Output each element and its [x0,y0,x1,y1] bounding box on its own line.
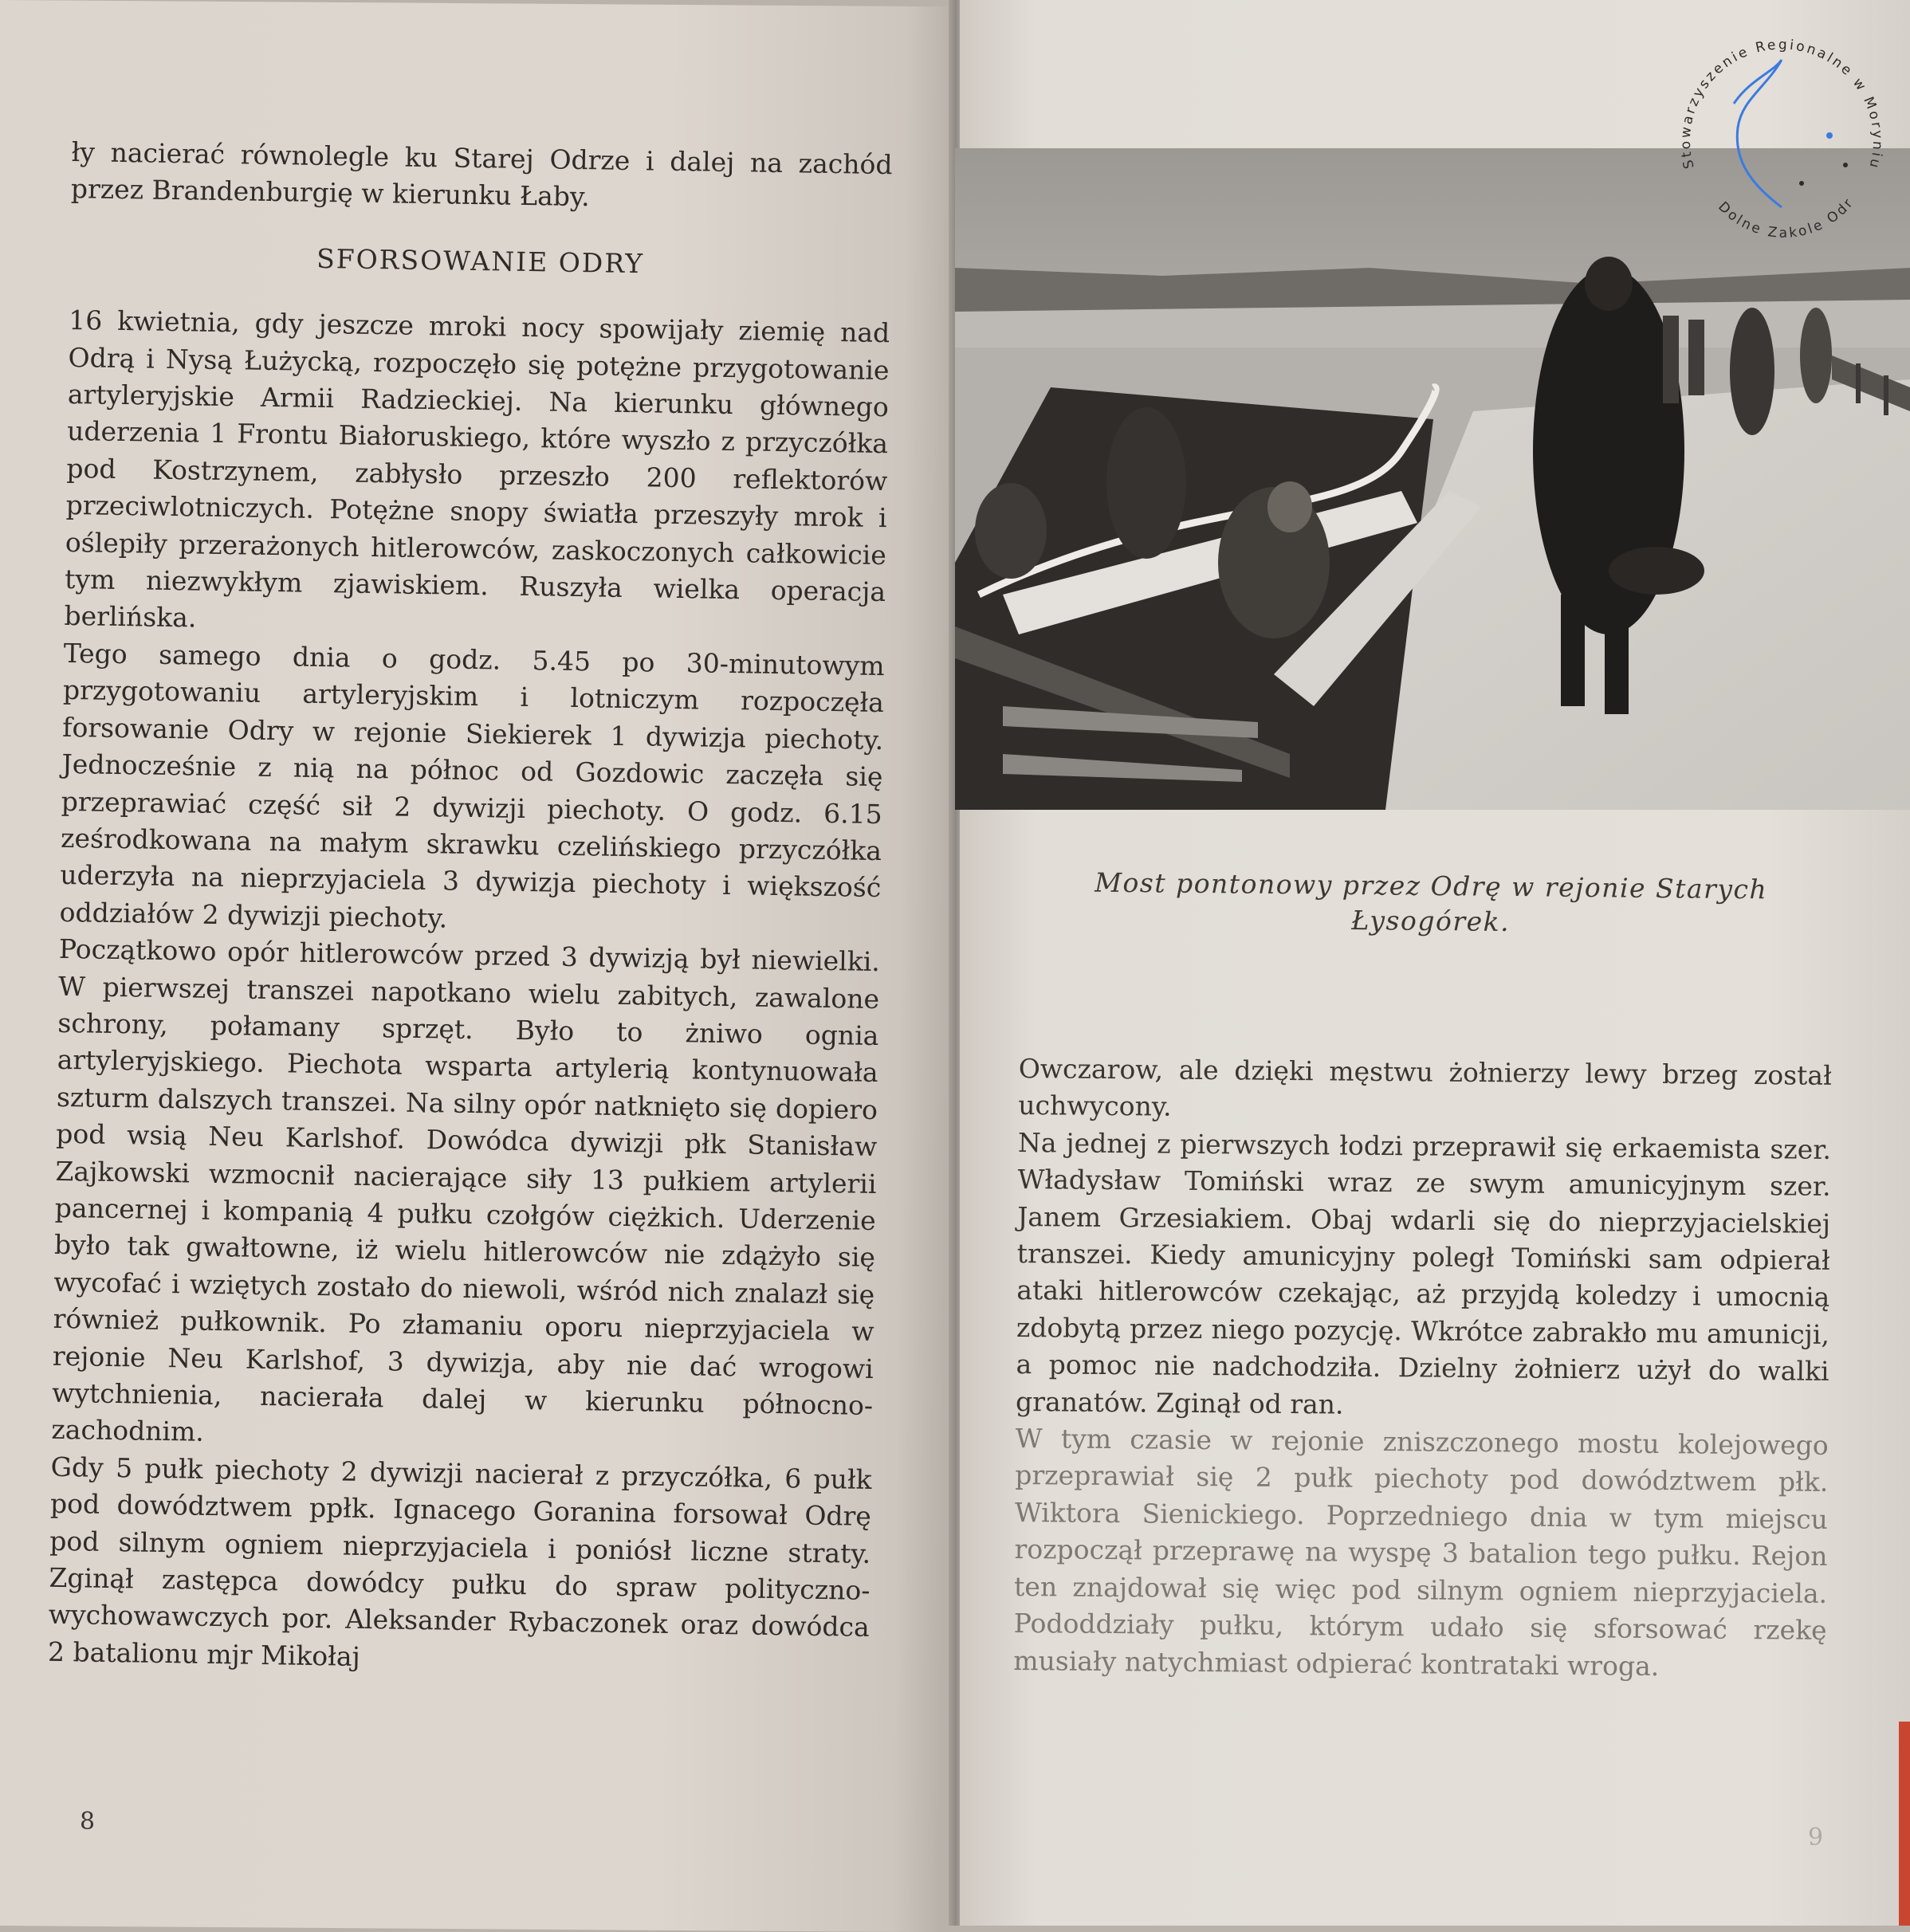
lead-paragraph: ły nacierać równolegle ku Starej Odrze i dalej na zachód przez Brandenburgię w kierunku Łaby. [70,135,893,213]
body-paragraph: Początkowo opór hitlerowców przed 3 dywizją był niewielki. W pierwszej transzei napotkano wielu zabitych, zawalone schrony, połamany sprzęt. Było to żniwo ognia artyleryjskiego. Piechota wsparta artylerią kontynuowała szturm dalszych transzei. Na silny opór natknięto się dopiero pod wsią Neu Karlshof. Dowódca dywizji płk Stanisław Zajkowski wzmocnił nacierające siły 13 pułkiem artylerii pancernej i kompanią 4 pułku czołgów ciężkich. Uderzenie było tak gwałtowne, iż wielu hitlerowców nie zdążyło się wycofać i wziętych zostało do niewoli, wśród nich znalazł się również pułkownik. Po złamaniu oporu nieprzyjaciela w rejonie Neu Karlshof, 3 dywizja, aby nie dać wrogowi wytchnienia, nacierała dalej w kierunku północno-zachodnim. [51,933,881,1448]
association-watermark-logo [1662,24,1901,263]
page-number-right: 9 [1808,1824,1824,1852]
body-paragraph: Gdy 5 pułk piechoty 2 dywizji nacierał z przyczółka, 6 pułk pod dowództwem ppłk. Ignacego Goranina forsował Odrę pod silnym ogniem nieprzyjaciela i poniósł liczne straty. Zginął zastępca dowódcy pułku do spraw polityczno-wychowawczych por. Aleksander Rybaczonek oraz dowódca 2 batalionu mjr Mikołaj [47,1451,872,1672]
page-number-left: 8 [80,1808,96,1836]
svg-text:Dolne Zakole Odry: Dolne Zakole Odr [1715,194,1858,242]
svg-text:Stowarzyszenie Regionalne w Mo: Stowarzyszenie Regionalne w Moryniu [1677,37,1886,172]
photo-caption: Most pontonowy przez Odrę w rejonie Starych Łysogórek. [1095,866,1768,938]
red-page-edge [1899,1722,1910,1926]
left-page-text [48,134,893,1683]
body-paragraph: Na jednej z pierwszych łodzi przeprawił się erkaemista szer. Władysław Tomiński wraz ze swym amunicyjnym szer. Janem Grzesiakiem. Obaj wdarli się do nieprzyjacielskiej transzei. Kiedy amunicyjny poległ Tomiński sam odpierał ataki hitlerowców czekając, aż przyjdą koledzy i umocnią zdobytą przez niego pozycję. Wkrótce zabrakło mu amunicji, a pomoc nie nadchodziła. Dzielny żołnierz użył do walki granatów. Zginął od ran. [1015,1126,1832,1420]
watermark-emblem [1662,24,1901,263]
right-page-text [1013,1050,1832,1687]
body-paragraph: Owczarow, ale dzięki męstwu żołnierzy lewy brzeg został uchwycony. [1018,1052,1832,1123]
body-paragraph: 16 kwietnia, gdy jeszcze mroki nocy spowijały ziemię nad Odrą i Nysą Łużycką, rozpoczęło się potężne przygotowanie artyleryjskie Armii Radzieckiej. Na kierunku głównego uderzenia 1 Frontu Białoruskiego, które wyszło z przyczółka pod Kostrzynem, zabłysło przeszło 200 reflektorów przeciwlotniczych. Potężne snopy światła przeszyły mrok i oślepiły przerażonych hitlerowców, zaskoczonych całkowicie tym niezwykłym zjawiskiem. Ruszyła wielka operacja berlińska. [64,304,890,634]
body-paragraph: W tym czasie w rejonie zniszczonego mostu kolejowego przeprawiał się 2 pułk piechoty pod dowództwem płk. Wiktora Sienickiego. Poprzedniego dnia w tym miejscu rozpoczął przeprawę na wyspę 3 batalion tego pułku. Rejon ten znajdował się więc pod silnym ogniem nieprzyjaciela. Pododdziały pułku, którym udało się sforsować rzekę musiały natychmiast odpierać kontrataki wroga. [1013,1423,1829,1682]
section-heading: SFORSOWANIE ODRY [316,242,645,280]
body-paragraph: Tego samego dnia o godz. 5.45 po 30-minutowym przygotowaniu artyleryjskim i lotniczym rozpoczęła forsowanie Odry w rejonie Siekierek 1 dywizja piechoty. Jednocześnie z nią na północ od Gozdowic zaczęła się przeprawiać część sił 2 dywizji piechoty. O godz. 6.15 ześrodkowana na małym skrawku czelińskiego przyczółka uderzyła na nieprzyjaciela 3 dywizja piechoty i większość oddziałów 2 dywizji piechoty. [59,637,885,934]
